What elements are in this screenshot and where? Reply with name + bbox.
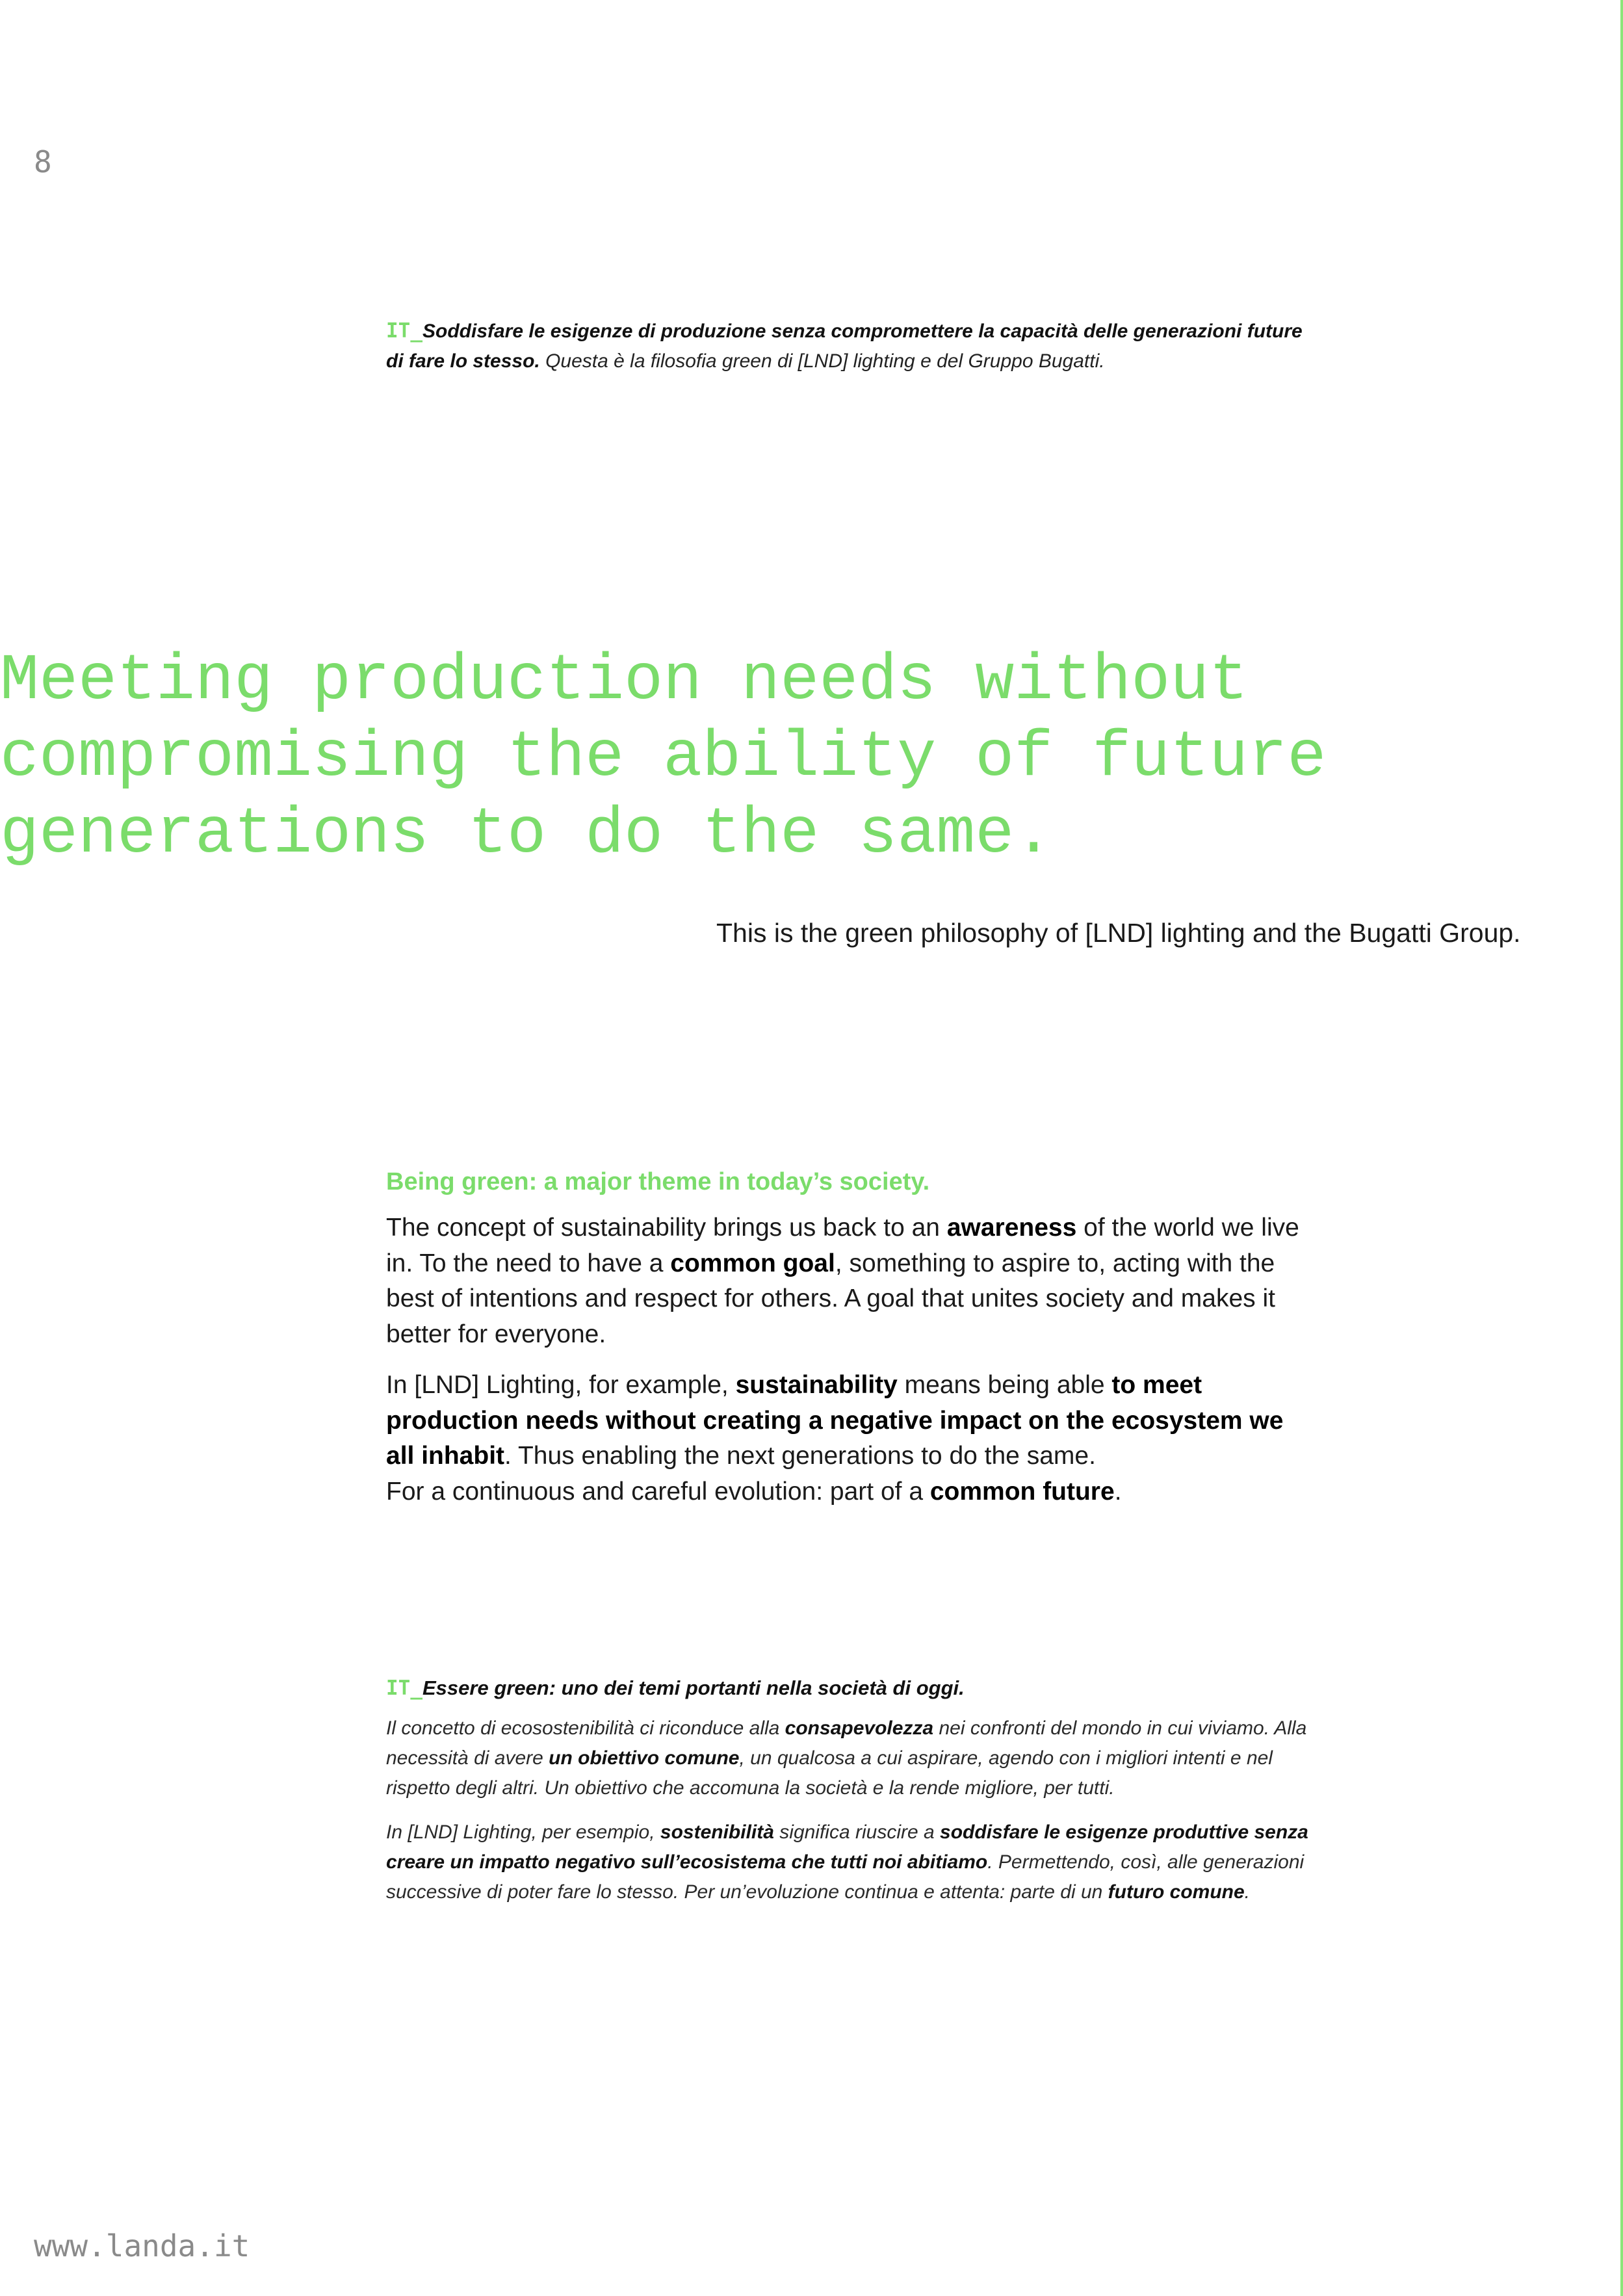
text-run: of the world we live in. To the need to have a <box>386 1214 1299 1277</box>
italian-intro <box>386 316 1322 376</box>
bold-run: awareness <box>946 1214 1077 1242</box>
it-prefix: IT_ <box>386 319 422 343</box>
page-number: 8 <box>34 144 52 179</box>
headline-subtitle: This is the green philosophy of [LND] lighting and the Bugatti Group. <box>716 918 1521 948</box>
italian-section <box>386 1672 1309 1922</box>
headline <box>0 644 1495 874</box>
headline-line-2: compromising the ability of future <box>0 722 1327 795</box>
text-run: In [LND] Lighting, for example, <box>386 1371 736 1399</box>
text-run: For a continuous and careful evolution: part of a <box>386 1477 930 1506</box>
text-run: Il concetto di ecosostenibilità ci riconduce alla <box>386 1717 785 1739</box>
bold-run: un obiettivo comune <box>549 1747 740 1769</box>
italian-paragraph-1 <box>386 1714 1309 1803</box>
footer-website-link[interactable]: www.landa.it <box>34 2228 250 2263</box>
text-run: significa riuscire a <box>773 1821 941 1843</box>
italian-title-text: Essere green: uno dei temi portanti nella società di oggi. <box>422 1676 965 1699</box>
text-run: The concept of sustainability brings us back to an <box>386 1214 947 1242</box>
text-run: , un qualcosa a cui aspirare, agendo con i migliori intenti e nel rispetto degli altri. Un obiettivo che accomuna la società e la rende migliore, per tutti. <box>386 1747 1273 1799</box>
it-intro-bold: Soddisfare le esigenze di produzione senza compromettere la capacità delle generazioni future di fare lo stesso. <box>386 320 1303 372</box>
english-paragraph-2 <box>386 1368 1309 1509</box>
text-run: . Permettendo, così, alle generazioni successive di poter fare lo stesso. Per un’evoluzione continua e attenta: parte di un <box>386 1851 1305 1903</box>
bold-run: soddisfare le esigenze produttive senza creare un impatto negativo sull’ecosistema che tutti noi abitiamo <box>386 1821 1308 1873</box>
headline-line-1: Meeting production needs without <box>0 645 1249 718</box>
bold-run: to meet production needs without creating a negative impact on the ecosystem we all inhabit <box>386 1371 1284 1470</box>
text-run: . <box>1114 1477 1122 1506</box>
text-run: means being able <box>897 1371 1112 1399</box>
bold-run: consapevolezza <box>785 1717 934 1739</box>
bold-run: common future <box>929 1477 1115 1506</box>
bold-run: common goal <box>670 1249 835 1277</box>
bold-run: sostenibilità <box>660 1821 774 1843</box>
bold-run: sustainability <box>735 1371 898 1399</box>
right-edge-rule <box>1620 0 1623 2296</box>
text-run: . Thus enabling the next generations to do the same. <box>504 1442 1096 1470</box>
text-run: . <box>1244 1881 1251 1903</box>
text-run: nei confronti del mondo in cui viviamo. Alla necessità di avere <box>386 1717 1307 1769</box>
english-section-title: Being green: a major theme in today’s society. <box>386 1168 930 1195</box>
it-prefix: IT_ <box>386 1676 422 1700</box>
it-intro-rest: Questa è la filosofia green di [LND] lighting e del Gruppo Bugatti. <box>539 350 1105 372</box>
english-paragraph-1 <box>386 1210 1309 1352</box>
text-run: In [LND] Lighting, per esempio, <box>386 1821 660 1843</box>
english-section <box>386 1165 1309 1525</box>
text-run: , something to aspire to, acting with the best of intentions and respect for others. A goal that unites society and makes it better for everyone. <box>386 1249 1275 1348</box>
bold-run: futuro comune <box>1108 1881 1245 1903</box>
headline-line-3: generations to do the same. <box>0 798 1054 872</box>
italian-section-title <box>386 1672 1309 1704</box>
italian-paragraph-2 <box>386 1818 1309 1907</box>
